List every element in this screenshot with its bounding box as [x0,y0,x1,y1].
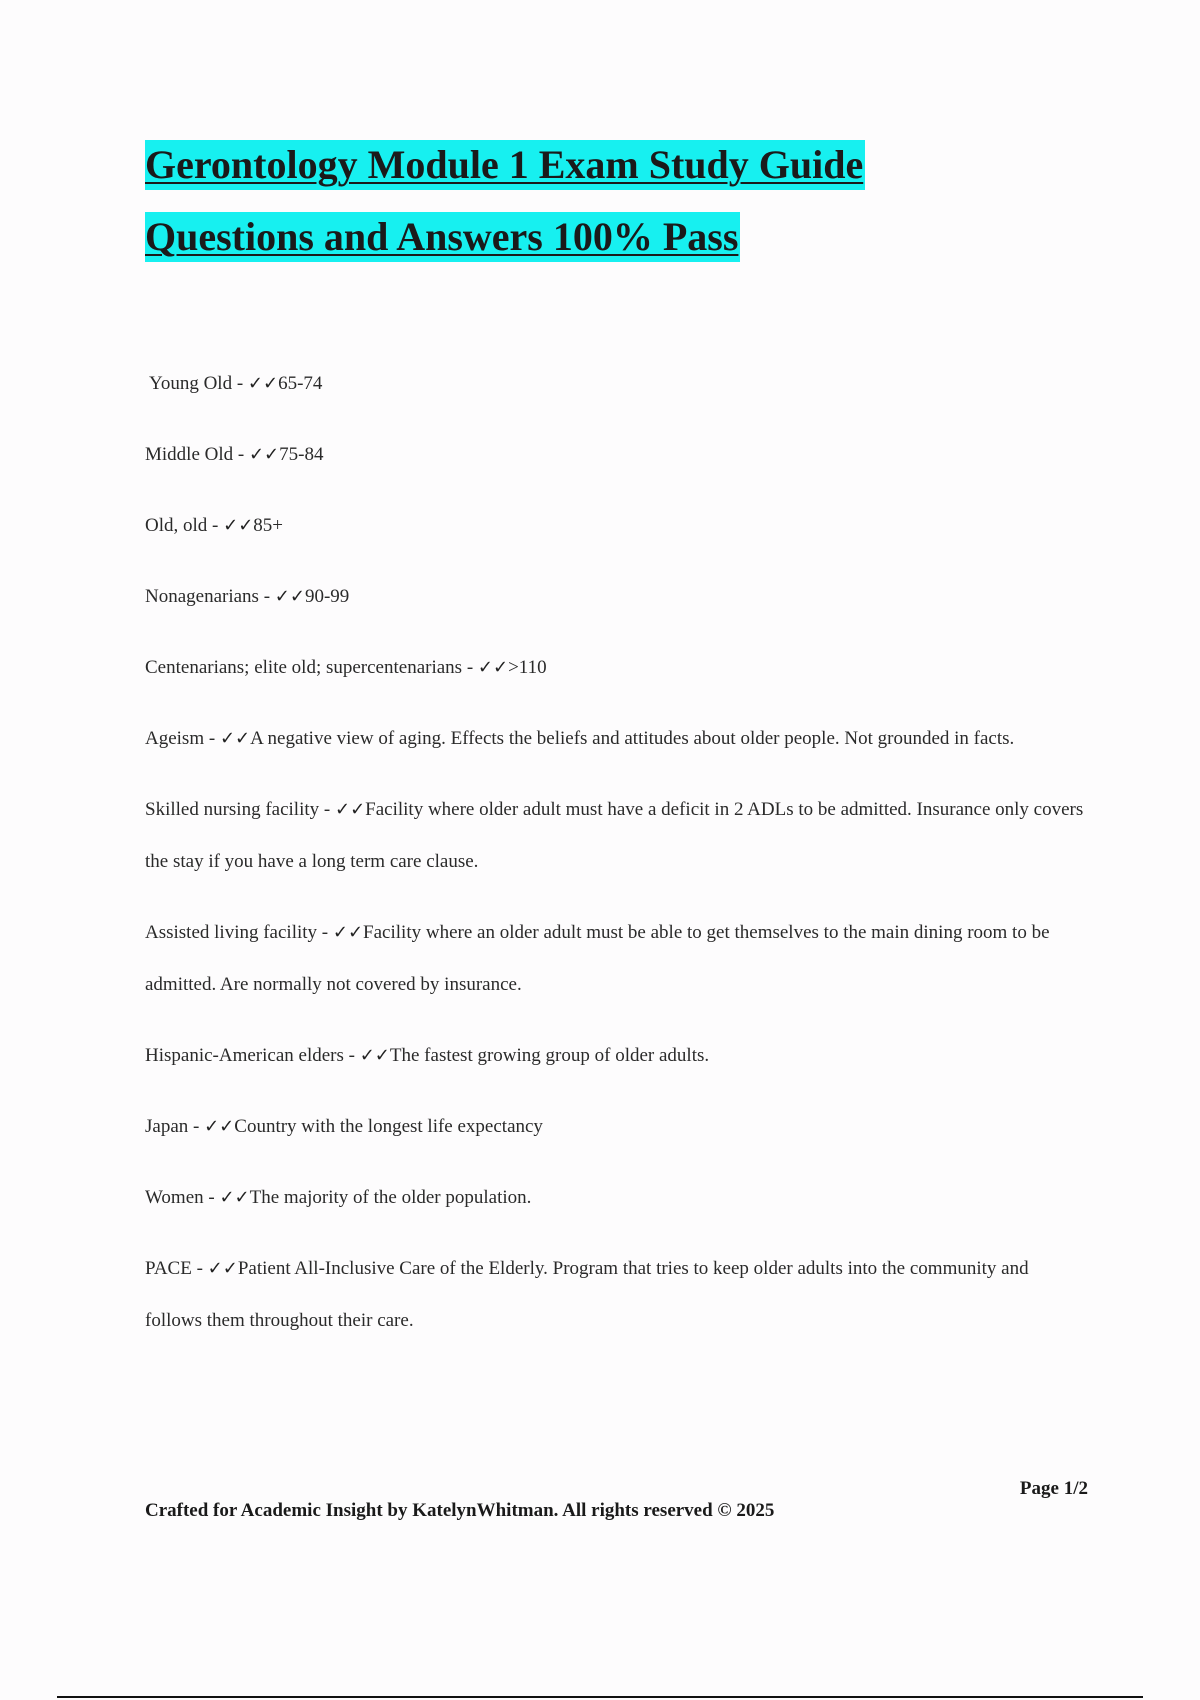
title-line-1: Gerontology Module 1 Exam Study Guide [145,140,865,190]
check-mark-icon: ✓✓ [274,586,305,607]
qa-term: Young Old - [149,373,248,394]
check-mark-icon: ✓✓ [207,1258,238,1279]
check-mark-icon: ✓✓ [219,728,251,749]
check-mark-icon: ✓✓ [334,799,366,820]
qa-term: Ageism - [145,728,220,749]
qa-term: Nonagenarians - [145,586,275,607]
check-mark-icon: ✓✓ [359,1045,390,1066]
qa-answer: A negative view of aging. Effects the beliefs and attitudes about older people. Not grounded in facts. [250,728,1015,749]
qa-item [145,429,1090,481]
qa-answer: 85+ [253,515,283,536]
check-mark-icon: ✓✓ [248,444,280,465]
qa-item [145,1243,1090,1347]
page-number: Page 1/2 [1019,1478,1088,1499]
check-mark-icon: ✓✓ [204,1116,235,1137]
qa-term: Hispanic-American elders - [145,1045,360,1066]
check-mark-icon: ✓✓ [219,1187,250,1208]
qa-answer: 65-74 [278,373,323,394]
check-mark-icon: ✓✓ [477,657,509,678]
check-mark-icon: ✓✓ [247,373,279,394]
qa-item [145,571,1090,623]
qa-item [145,500,1090,552]
qa-item [145,784,1090,888]
qa-answer: The majority of the older population. [249,1187,532,1208]
qa-item [145,1030,1090,1082]
qa-term: Women - [145,1187,220,1208]
qa-term: Assisted living facility - [145,922,333,943]
qa-answer: Country with the longest life expectancy [234,1116,543,1137]
bottom-divider [57,1696,1143,1698]
check-mark-icon: ✓✓ [223,515,254,536]
qa-term: Middle Old - [145,444,249,465]
qa-term: Skilled nursing facility - [145,799,335,820]
qa-item [145,642,1090,694]
qa-answer: 75-84 [279,444,324,465]
qa-item [145,713,1090,765]
qa-item [145,907,1090,1011]
qa-answer: 90-99 [304,586,350,607]
check-mark-icon: ✓✓ [332,922,364,943]
qa-answer: Facility where an older adult must be able to get themselves to the main dining room to be admitted. Are normally not covered by insurance. [145,922,1050,995]
qa-term: PACE - [145,1258,208,1279]
qa-list [145,358,1090,1366]
qa-term: Old, old - [145,515,224,536]
qa-item [145,1101,1090,1153]
qa-item [145,1172,1090,1224]
qa-term: Centenarians; elite old; supercentenarians - [145,657,478,678]
qa-answer: Facility where older adult must have a deficit in 2 ADLs to be admitted. Insurance only covers the stay if you have a long term care clause. [145,799,1084,872]
qa-answer: The fastest growing group of older adults. [389,1045,710,1066]
footer-credit: Crafted for Academic Insight by KatelynWhitman. All rights reserved © 2025 [145,1500,775,1521]
qa-term: Japan - [145,1116,205,1137]
qa-answer: >110 [508,657,547,678]
title-line-2: Questions and Answers 100% Pass [145,212,740,262]
qa-item [145,358,1090,410]
qa-answer: Patient All-Inclusive Care of the Elderly. Program that tries to keep older adults into the community and follows them throughout their care. [145,1258,1029,1331]
